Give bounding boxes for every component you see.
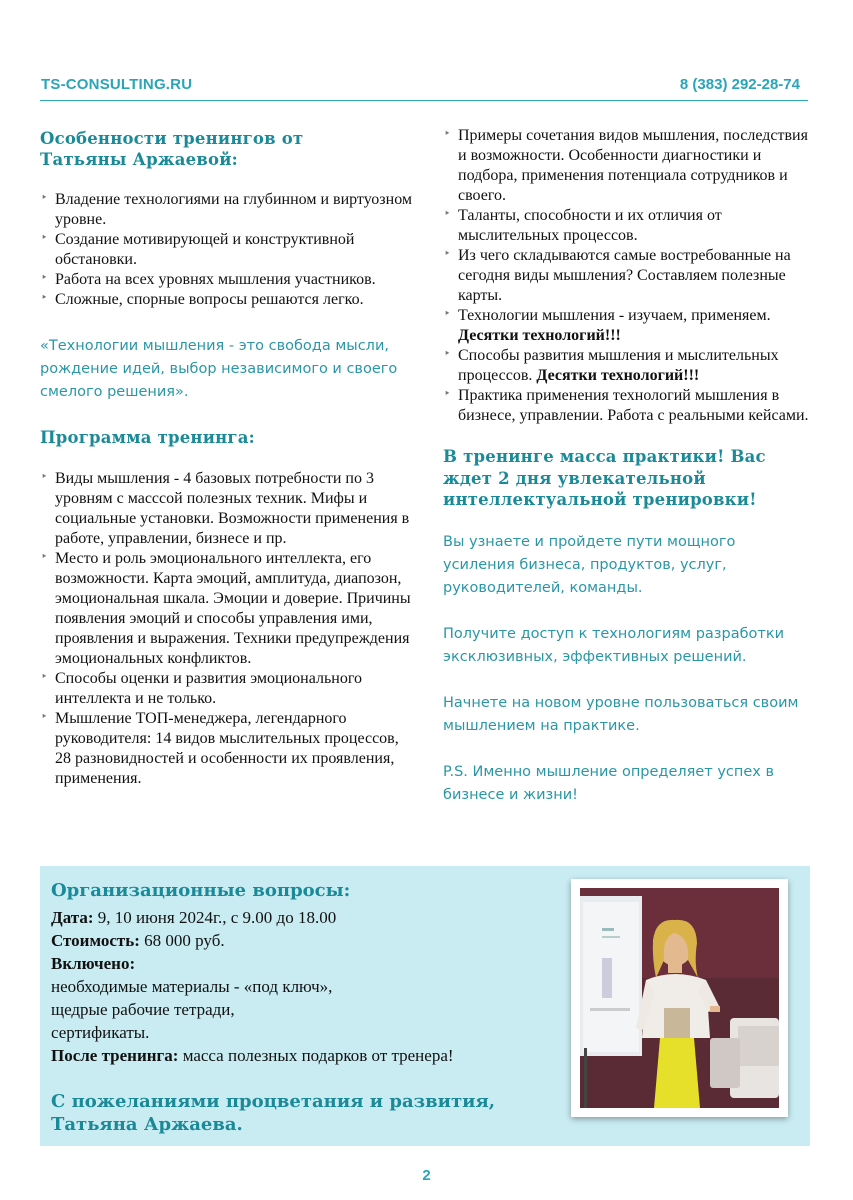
included-item: сертификаты. <box>51 1023 150 1042</box>
list-item: ‣ Примеры сочетания видов мышления, последствия и возможности. Особенности диагностики и подбора, применения потенциала сотрудников и своего. <box>443 126 815 206</box>
list-item: ‣ Из чего складываются самые востребованные на сегодня виды мышления? Составляем полезные карты. <box>443 246 815 306</box>
list-item: ‣ Сложные, спорные вопросы решаются легко. <box>40 290 412 310</box>
closing-signature: С пожеланиями процветания и развития, Татьяна Аржаева. <box>51 1091 496 1135</box>
practice-paragraph: Вы узнаете и пройдете пути мощного усиления бизнеса, продуктов, услуг, руководителей, команды. <box>443 533 736 596</box>
page-number: 2 <box>422 1167 431 1184</box>
features-list <box>40 190 412 310</box>
practice-paragraph: Начнете на новом уровне пользоваться своим мышлением на практике. <box>443 694 799 734</box>
page-header <box>40 74 808 101</box>
list-item: ‣ Практика применения технологий мышления в бизнесе, управлении. Работа с реальными кейсами. <box>443 386 815 426</box>
list-item: ‣ Виды мышления - 4 базовых потребности по 3 уровням с масссой полезных техник. Мифы и социальные установки. Возможности применения в работе, управлении, бизнесе и пр. <box>40 469 412 549</box>
list-item: ‣ Таланты, способности и их отличия от мыслительных процессов. <box>443 206 815 246</box>
included-item: необходимые материалы - «под ключ», <box>51 977 333 996</box>
right-column <box>443 126 815 807</box>
site-link[interactable]: TS-CONSULTING.RU <box>41 76 193 93</box>
list-item: ‣ Способы развития мышления и мыслительных процессов. Десятки технологий!!! <box>443 346 815 386</box>
practice-heading: В тренинге масса практики! Вас ждет 2 дня увлекательной интеллектуальной тренировки! <box>443 447 766 509</box>
left-column <box>40 128 412 789</box>
list-item: ‣ Работа на всех уровнях мышления участников. <box>40 270 412 290</box>
phone-number[interactable]: 8 (383) 292-28-74 <box>679 76 800 93</box>
program-list-continued <box>443 126 815 426</box>
trainer-photo <box>571 879 788 1117</box>
trainer-photo-image <box>580 888 779 1108</box>
date-line: Дата: 9, 10 июня 2024г., с 9.00 до 18.00 <box>51 908 337 927</box>
list-item: ‣ Мышление ТОП-менеджера, легендарного руководителя: 14 видов мыслительных процессов, 28 разновидностей и особенности их проявления, применения. <box>40 709 412 789</box>
list-item: ‣ Владение технологиями на глубинном и виртуозном уровне. <box>40 190 412 230</box>
after-line: После тренинга: масса полезных подарков от тренера! <box>51 1046 454 1065</box>
cost-line: Стоимость: 68 000 руб. <box>51 931 225 950</box>
features-heading: Особенности тренингов от Татьяны Аржаевой: <box>40 129 304 169</box>
included-item: щедрые рабочие тетради, <box>51 1000 235 1019</box>
included-label: Включено: <box>51 954 136 973</box>
program-list <box>40 469 412 789</box>
organization-details <box>51 906 571 1067</box>
program-heading: Программа тренинга: <box>40 428 255 447</box>
practice-paragraph: Получите доступ к технологиям разработки эксклюзивных, эффективных решений. <box>443 625 785 665</box>
list-item: ‣ Создание мотивирующей и конструктивной обстановки. <box>40 230 412 270</box>
list-item: ‣ Способы оценки и развития эмоционального интеллекта и не только. <box>40 669 412 709</box>
list-item: ‣ Место и роль эмоционального интеллекта, его возможности. Карта эмоций, амплитуда, диапозон, эмоциональная шкала. Эмоции и доверие. Причины появления эмоций и способы управления ими, проявления и выражения. Техники предупреждения эмоциональных конфликтов. <box>40 549 412 669</box>
quote: «Технологии мышления - это свобода мысли, рождение идей, выбор независимого и своего смелого решения». <box>40 338 398 400</box>
list-item: ‣ Технологии мышления - изучаем, применяем. Десятки технологий!!! <box>443 306 815 346</box>
organization-title: Организационные вопросы: <box>51 880 351 901</box>
practice-paragraph: P.S. Именно мышление определяет успех в бизнесе и жизни! <box>443 763 775 803</box>
